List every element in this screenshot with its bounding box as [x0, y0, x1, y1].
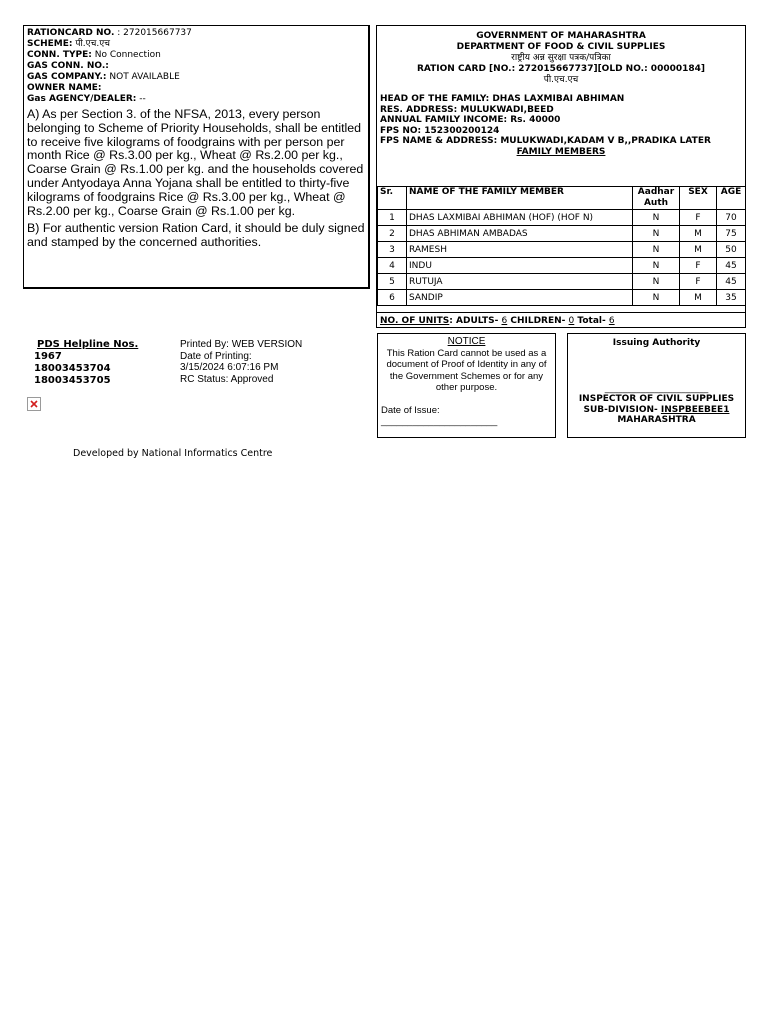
print-info: [180, 339, 370, 385]
units-label: NO. OF UNITS: [380, 316, 450, 326]
cell-aadhar: N: [633, 290, 680, 306]
nfsa-entitlement-paragraph: A) As per Section 3. of the NFSA, 2013, every person belonging to Scheme of Priority Households, shall be entitled to receive five kilograms of foodgrains with per person per month Rice @ Rs.3.00 per kg., Wheat @ Rs.2.00 per kg., Coarse Grain @ Rs.1.00 per kg. and the households covered under Antyodaya Anna Yojana shall be entitled to thirty-five kilograms of foodgrains Rice @ Rs.3.00 per kg., Wheat @ Rs.2.00 per kg., Coarse Grain @ Rs.1.00 per kg.: [27, 107, 364, 218]
notice-box: [377, 333, 556, 438]
cell-aadhar: N: [633, 210, 680, 226]
cell-name: DHAS LAXMIBAI ABHIMAN (HOF) (HOF N): [407, 210, 633, 226]
cell-sex: F: [680, 274, 717, 290]
units-summary: [377, 312, 746, 328]
field-gas-agency: Gas AGENCY/DEALER: --: [27, 94, 146, 104]
field-ration-card-no: RATIONCARD NO. : 272015667737: [27, 28, 192, 38]
cell-sex: M: [680, 226, 717, 242]
printed-by: Printed By: WEB VERSION: [180, 339, 303, 350]
cell-aadhar: N: [633, 242, 680, 258]
cell-aadhar: N: [633, 226, 680, 242]
fps-number: FPS NO: 152300200124: [380, 125, 500, 136]
col-aadhar-auth: Aadhar Auth: [633, 187, 680, 210]
ration-card-info-box: [23, 25, 370, 289]
cell-sex: F: [680, 258, 717, 274]
date-of-printing-label: Date of Printing:: [180, 350, 252, 362]
cell-sr: 6: [378, 290, 407, 306]
issuing-authority-box: [567, 333, 746, 438]
col-sex: SEX: [680, 187, 717, 210]
col-age: AGE: [717, 187, 746, 210]
cell-age: 45: [717, 274, 746, 290]
date-of-printing: 3/15/2024 6:07:16 PM: [180, 362, 279, 373]
cell-age: 50: [717, 242, 746, 258]
children-label: CHILDREN-: [507, 316, 569, 326]
signature-line: _______________________: [604, 384, 709, 394]
authenticity-paragraph: B) For authentic version Ration Card, it should be duly signed and stamped by the concerned authorities.: [27, 221, 365, 250]
notice-text: This Ration Card cannot be used as a document of Proof of Identity in any of the Government Schemes or for any other purpose.: [386, 347, 547, 393]
total-label: Total-: [574, 316, 609, 326]
cell-name: SANDIP: [407, 290, 633, 306]
helpline-title: PDS Helpline Nos.: [37, 339, 139, 350]
col-sr: Sr.: [378, 187, 407, 210]
issuing-authority-title: Issuing Authority: [612, 338, 701, 348]
helpline-number: 1967: [34, 351, 62, 362]
field-conn-type: CONN. TYPE: No Connection: [27, 50, 161, 60]
table-row: [378, 242, 746, 258]
field-scheme: SCHEME: पी.एच.एच: [27, 39, 110, 49]
cell-sex: F: [680, 210, 717, 226]
cell-name: DHAS ABHIMAN AMBADAS: [407, 226, 633, 242]
cell-aadhar: N: [633, 258, 680, 274]
helpline-section: [34, 339, 164, 387]
table-row: [378, 258, 746, 274]
field-gas-company: GAS COMPANY.: NOT AVAILABLE: [27, 72, 180, 82]
family-members-title: FAMILY MEMBERS: [516, 146, 606, 157]
cell-name: RAMESH: [407, 242, 633, 258]
notice-title: NOTICE: [447, 336, 486, 347]
cell-sr: 5: [378, 274, 407, 290]
col-name: NAME OF THE FAMILY MEMBER: [407, 187, 633, 210]
cell-age: 45: [717, 258, 746, 274]
cell-age: 35: [717, 290, 746, 306]
adults-count: 6: [501, 316, 508, 326]
cell-aadhar: N: [633, 274, 680, 290]
residential-address: RES. ADDRESS: MULUKWADI,BEED: [380, 104, 554, 115]
table-row: [378, 290, 746, 306]
field-owner-name: OWNER NAME:: [27, 83, 102, 93]
head-of-family: HEAD OF THE FAMILY: DHAS LAXMIBAI ABHIMAN: [380, 94, 625, 104]
cell-sr: 2: [378, 226, 407, 242]
department-title: DEPARTMENT OF FOOD & CIVIL SUPPLIES: [456, 42, 666, 52]
field-gas-conn-no: GAS CONN. NO.:: [27, 61, 109, 71]
family-info: [377, 94, 745, 147]
table-header-row: [378, 187, 746, 210]
cell-sr: 4: [378, 258, 407, 274]
state-name: MAHARASHTRA: [617, 415, 696, 425]
broken-image-icon: [27, 397, 41, 411]
children-count: 0: [568, 316, 575, 326]
cell-sex: M: [680, 290, 717, 306]
annual-income: ANNUAL FAMILY INCOME: Rs. 40000: [380, 115, 561, 125]
total-count: 6: [608, 316, 615, 326]
fps-name-address: FPS NAME & ADDRESS: MULUKWADI,KADAM V B,,PRADIKA LATER: [380, 136, 711, 146]
cell-age: 70: [717, 210, 746, 226]
date-of-issue-line: ______________________: [381, 416, 498, 427]
ration-card-number: RATION CARD [NO.: 272015667737][OLD NO.: 00000184]: [416, 64, 706, 74]
adults-label: : ADULTS-: [449, 316, 502, 326]
cell-sr: 1: [378, 210, 407, 226]
rc-status: RC Status: Approved: [180, 373, 274, 385]
cell-sex: M: [680, 242, 717, 258]
footer-developed-by: Developed by National Informatics Centre: [73, 448, 273, 459]
cell-sr: 3: [378, 242, 407, 258]
inspector-title: INSPECTOR OF CIVIL SUPPLIES: [578, 394, 735, 404]
helpline-number: 18003453704: [34, 363, 111, 374]
table-row: [378, 226, 746, 242]
helpline-number: 18003453705: [34, 375, 111, 386]
family-members-table: [377, 186, 746, 306]
government-title: GOVERNMENT OF MAHARASHTRA: [476, 31, 646, 41]
date-of-issue-label: Date of Issue:: [381, 404, 440, 416]
scheme-label: पी.एच.एच: [543, 75, 579, 85]
table-row: [378, 274, 746, 290]
cell-name: INDU: [407, 258, 633, 274]
cell-age: 75: [717, 226, 746, 242]
cell-name: RUTUJA: [407, 274, 633, 290]
sub-division: SUB-DIVISION- INSPBEEBEE1: [583, 404, 730, 415]
hindi-card-title: राष्ट्रीय अन्न सुरक्षा पत्रक/पत्रिका: [511, 53, 611, 63]
table-row: [378, 210, 746, 226]
ration-card-main-box: [376, 25, 746, 328]
